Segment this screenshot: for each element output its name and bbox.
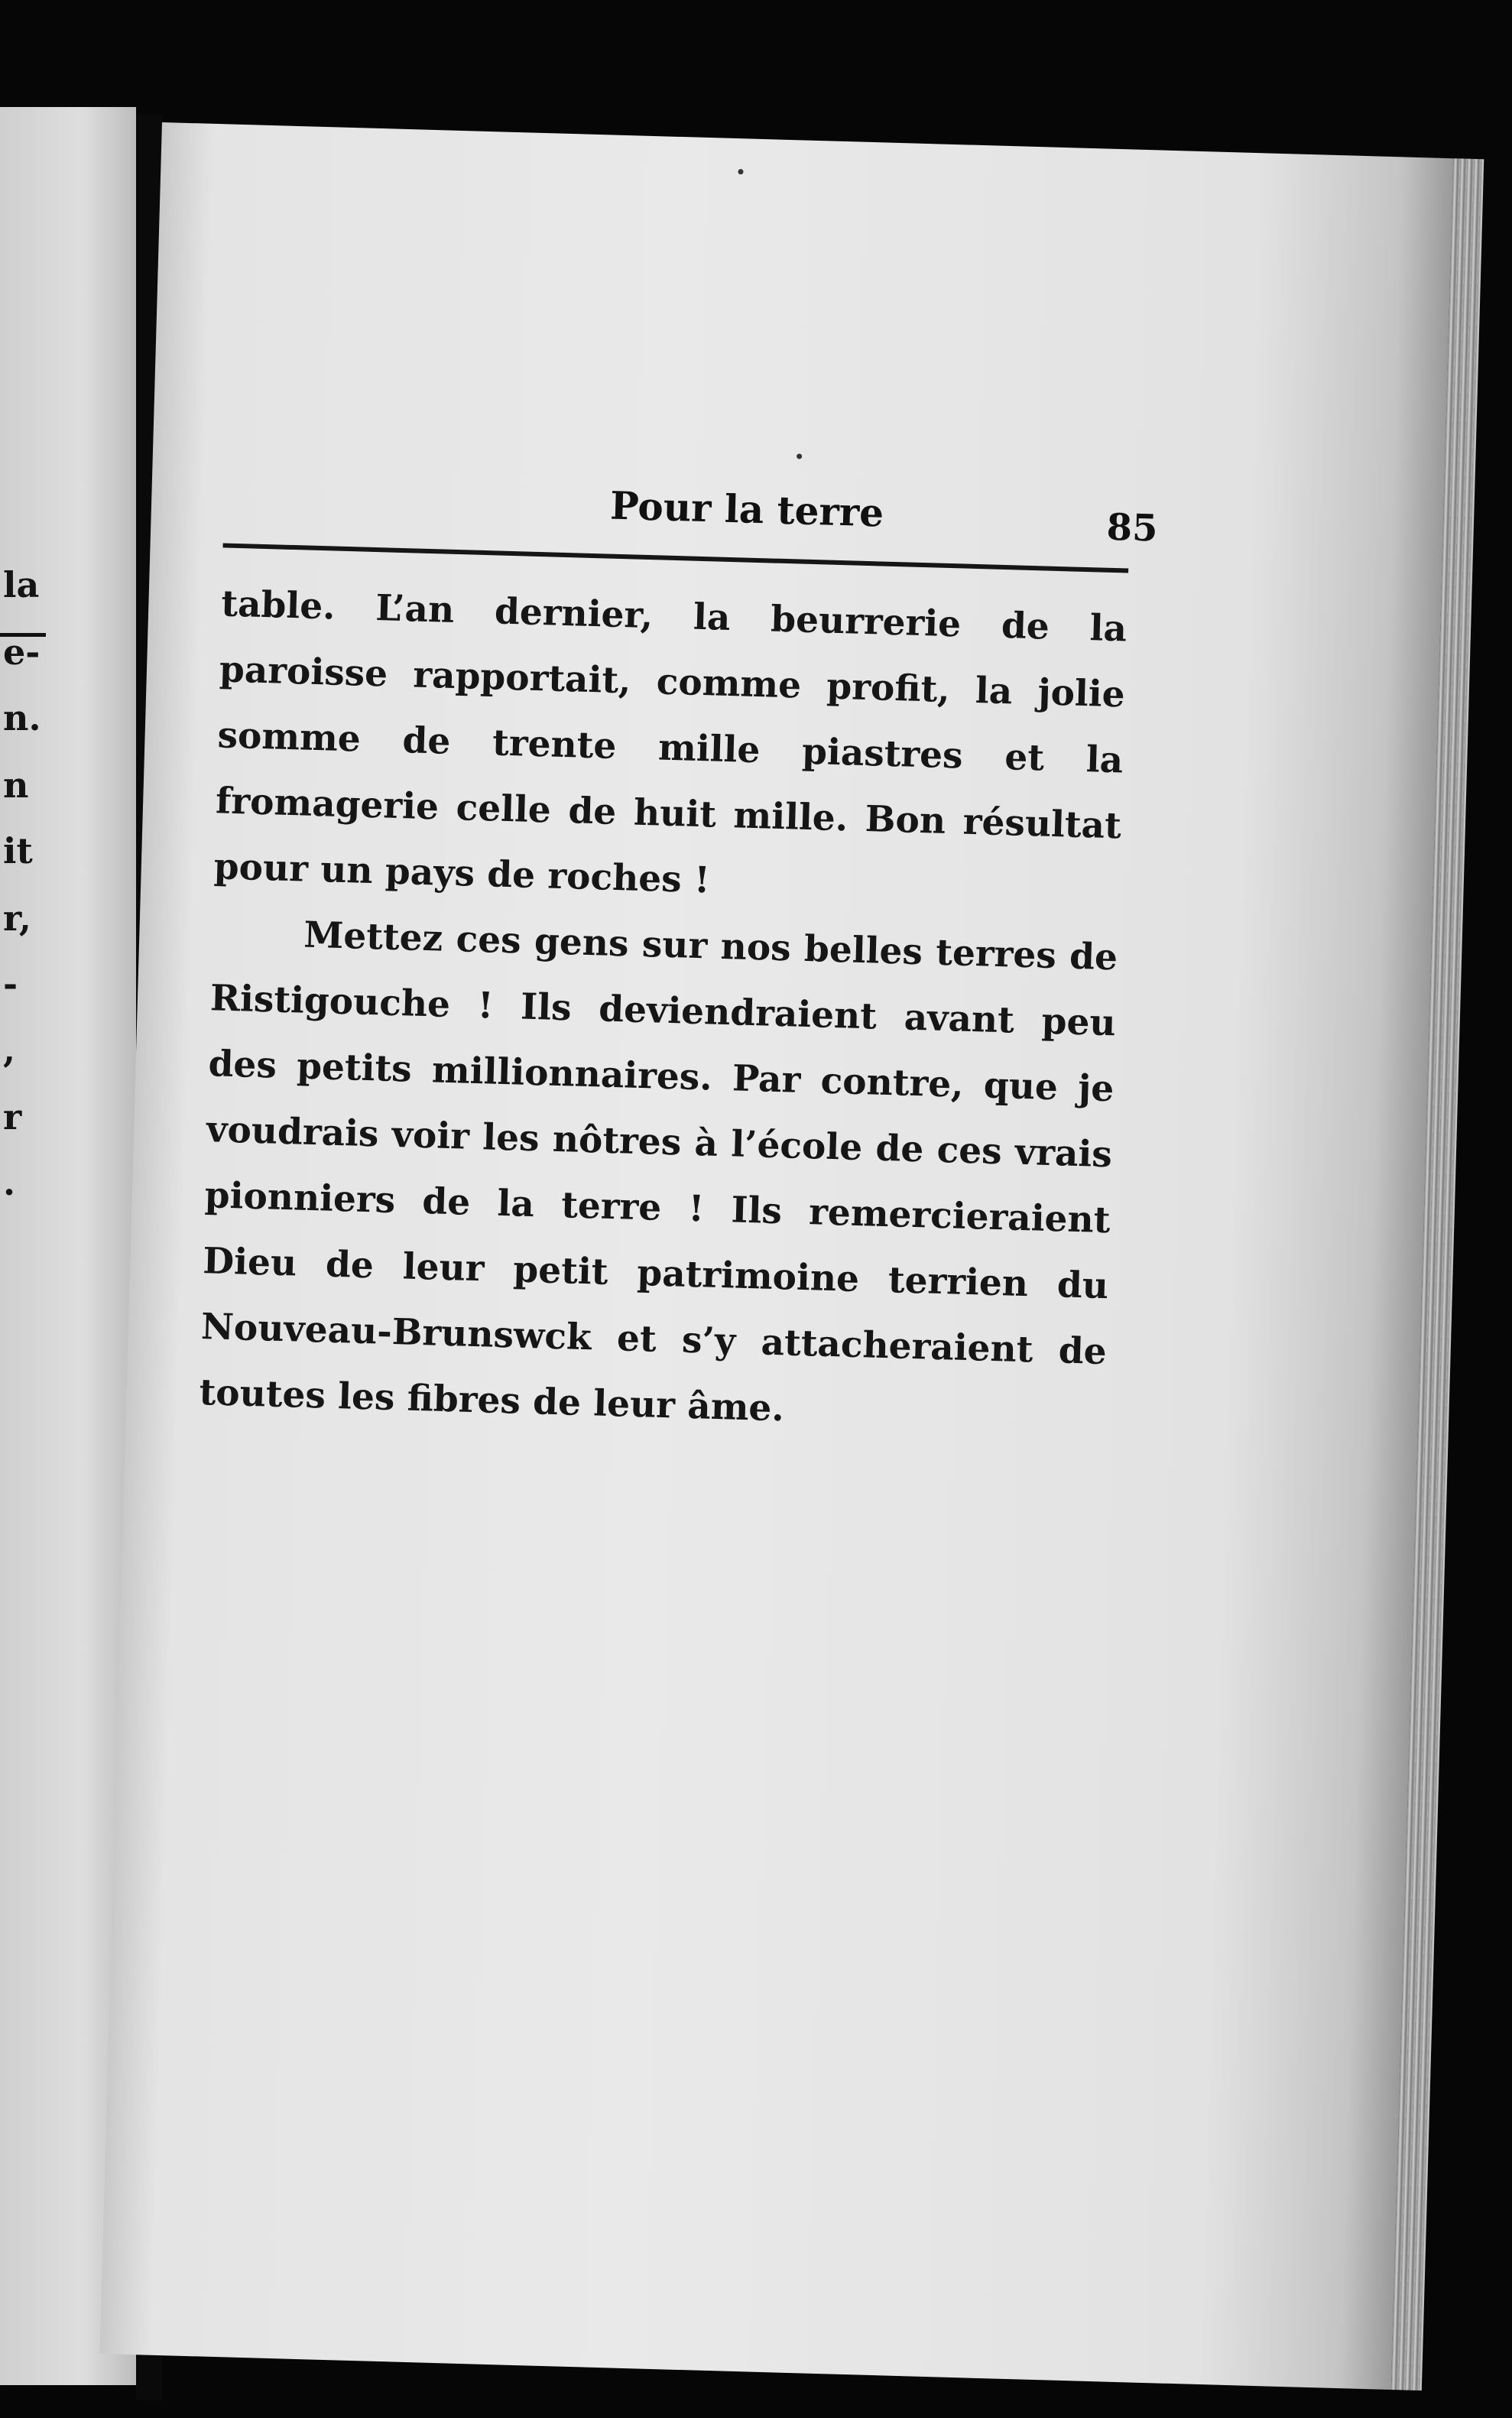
previous-page-line-fragment: - [3, 963, 18, 1005]
previous-page-line-fragment: n. [3, 697, 41, 738]
previous-page-line-fragment: r [3, 1096, 22, 1138]
previous-page-line-fragment: e- [3, 631, 41, 673]
page-body [198, 571, 1128, 1451]
paragraph: Mettez ces gens sur nos belles terres de Ristigouche ! Ils deviendraient avant peu des petits millionnaires. Par contre, que je voudrais voir les nôtres à l’école de ces vrais pionniers de la terre ! Ils remercieraient Dieu de leur petit patrimoine terrien du Nouveau-Brunswck et s’y attacheraient de toutes les fibres de leur âme. [198, 914, 1118, 1430]
scan-speck [797, 453, 802, 459]
previous-page-line-fragment: . [3, 1162, 16, 1203]
running-title: Pour la terre [609, 482, 884, 536]
previous-page-line-fragment: n [3, 764, 29, 806]
scan-speck [738, 169, 743, 174]
previous-page-line-fragment: , [3, 1029, 16, 1070]
page-number: 85 [1105, 505, 1159, 550]
current-page-wrapper [99, 122, 1476, 2418]
paragraph: table. L’an dernier, la beurrerie de la paroisse rapportait, comme profit, la jolie somme de trente mille piastres et la fromagerie celle de huit mille. Bon résultat pour un pays de roches ! [213, 583, 1128, 902]
previous-page-line-fragment: la [3, 564, 40, 605]
current-page [99, 122, 1453, 2390]
previous-page-line-fragment: r, [3, 897, 31, 939]
previous-page-line-fragment: it [3, 830, 33, 871]
